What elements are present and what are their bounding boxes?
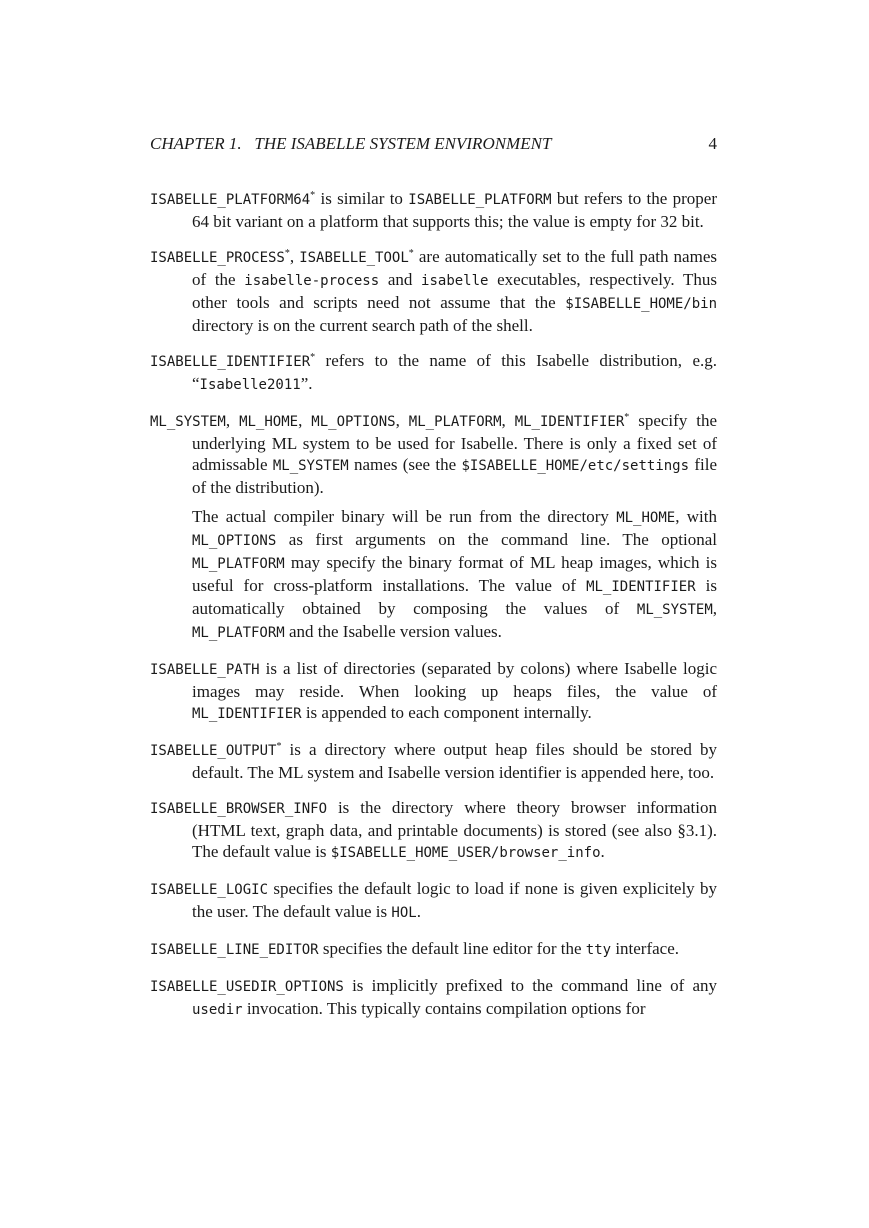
code-text: ISABELLE_PLATFORM [408,192,552,208]
definition-entry [150,975,717,1021]
body-text: ”. [300,374,313,393]
definition-entry [150,739,717,783]
term-name: ML_OPTIONS [311,414,396,430]
definition-entry [150,350,717,396]
body-text: is a list of directories (separated by colons) where Isabelle logic images may reside. When looking up heaps files, the value of [192,659,717,701]
body-text: refers to the name of this Isabelle distribution, e.g. “ [192,351,717,393]
code-text: isabelle [421,273,489,289]
term-name: ISABELLE_PROCESS [150,250,285,266]
code-text: ML_IDENTIFIER [586,579,696,595]
body-text: but refers to the proper 64 bit variant on a platform that supports this; the value is empty for 32 bit. [192,189,717,231]
body-text: invocation. This typically contains compilation options for [242,999,646,1018]
body-text: . [600,842,605,861]
body-text: , [395,411,409,430]
term-name: ML_IDENTIFIER [514,414,625,430]
body-text: specify the underlying ML system to be used for Isabelle. There is only a fixed set of admissable [192,411,718,474]
body-text: as first arguments on the command line. The optional [276,530,717,549]
definition-entry [150,658,717,725]
term-name: ISABELLE_LINE_EDITOR [150,942,319,958]
term-name: ISABELLE_USEDIR_OPTIONS [150,979,344,995]
code-text: ML_SYSTEM [636,602,713,618]
body-text: file of the distribution). [192,455,717,497]
definition-list [150,188,717,1035]
page-number: 4 [708,134,717,153]
running-header [150,134,717,156]
body-text: are automatically set to the full path names of the [192,247,717,289]
body-text: The actual compiler binary will be run from the directory [192,507,617,526]
body-text: , [298,411,312,430]
term-name: ML_SYSTEM [150,414,226,430]
code-text: $ISABELLE_HOME_USER/browser_info [330,845,601,861]
body-text: is a directory where output heap files should be stored by default. The ML system and Isabelle version identifier is appended here, too. [192,740,717,782]
body-text: specifies the default line editor for the [318,939,586,958]
code-text: $ISABELLE_HOME/bin [565,296,717,312]
code-text: ML_PLATFORM [192,625,285,641]
body-text: , with [675,507,717,526]
code-text: $ISABELLE_HOME/etc/settings [461,458,690,474]
definition-entry [150,246,717,336]
definition-paragraph [150,938,717,961]
body-text: , [289,247,300,266]
code-text: tty [585,942,612,958]
body-text: . [416,902,421,921]
footnote-star: * [284,248,290,259]
definition-paragraph [150,188,717,232]
body-text: , [501,411,515,430]
body-text: specifies the default logic to load if none is given explicitely by the user. The default value is [192,879,717,921]
term-name: ISABELLE_PLATFORM64 [150,192,311,208]
term-name: ISABELLE_PATH [150,662,260,678]
term-name: ISABELLE_BROWSER_INFO [150,801,328,817]
body-text: is automatically obtained by composing the values of [192,576,718,618]
code-text: usedir [192,1002,243,1018]
footnote-star: * [276,741,282,752]
code-text: ML_SYSTEM [272,458,349,474]
definition-paragraph [150,246,717,336]
term-name: ISABELLE_LOGIC [150,882,269,898]
body-text: and the Isabelle version values. [284,622,502,641]
definition-paragraph [150,658,717,725]
footnote-star: * [310,352,316,363]
definition-paragraph [150,975,717,1021]
code-text: ML_IDENTIFIER [192,706,302,722]
body-text: names (see the [348,455,462,474]
chapter-title: THE ISABELLE SYSTEM ENVIRONMENT [254,134,552,153]
body-text: may specify the binary format of ML heap images, which is useful for cross-platform installations. The value of [192,553,717,595]
code-text: ML_OPTIONS [192,533,277,549]
body-text: interface. [611,939,680,958]
term-name: ML_HOME [239,414,299,430]
term-name: ISABELLE_TOOL [299,250,409,266]
footnote-star: * [310,190,316,201]
code-text: ML_HOME [616,510,676,526]
code-text: ML_PLATFORM [192,556,285,572]
definition-paragraph [150,739,717,783]
body-text: is similar to [315,189,409,208]
definition-entry [150,878,717,924]
definition-entry [150,188,717,232]
body-text: is the directory where theory browser information (HTML text, graph data, and printable documents) is stored (see also §3.1). The default value is [192,798,717,861]
definition-paragraph [150,350,717,396]
term-name: ISABELLE_IDENTIFIER [150,354,311,370]
definition-entry [150,410,717,644]
code-text: Isabelle2011 [199,377,301,393]
footnote-star: * [408,248,414,259]
term-name: ISABELLE_OUTPUT [150,743,277,759]
term-name: ML_PLATFORM [408,414,502,430]
body-text: , [712,599,717,618]
body-text: is appended to each component internally. [301,703,592,722]
code-text: isabelle-process [244,273,380,289]
chapter-label: CHAPTER 1. [150,134,242,153]
definition-entry [150,797,717,864]
definition-paragraph [150,797,717,864]
code-text: HOL [391,905,417,921]
definition-entry [150,938,717,961]
body-text: directory is on the current search path of the shell. [192,316,533,335]
footnote-star: * [624,412,630,423]
definition-paragraph [150,410,718,498]
definition-continuation [192,506,717,644]
body-text: and [379,270,422,289]
body-text: is implicitly prefixed to the command line of any [343,976,717,995]
definition-paragraph [150,878,717,924]
body-text: , [225,411,240,430]
body-text: executables, respectively. Thus other tools and scripts need not assume that the [192,270,717,312]
